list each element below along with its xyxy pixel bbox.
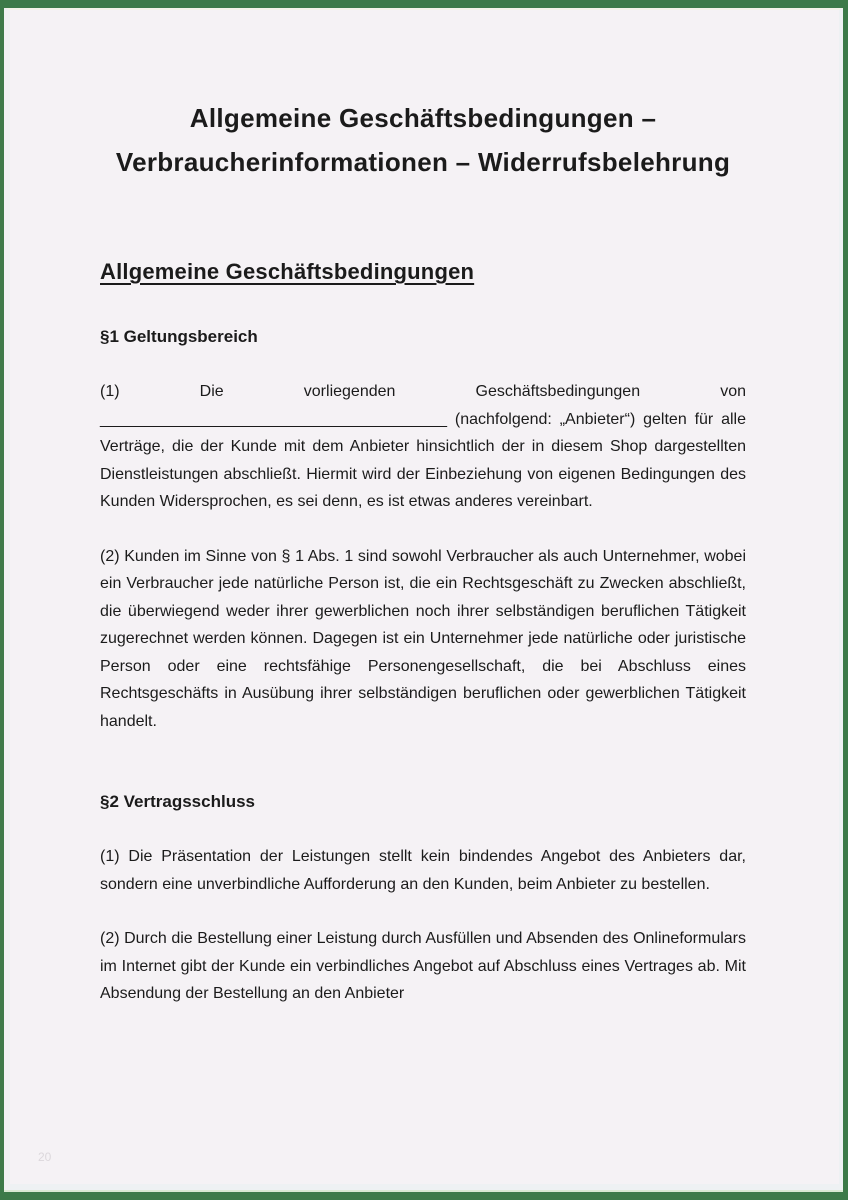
- fill-in-blank-line: _______________________________________: [100, 410, 448, 428]
- main-heading: Allgemeine Geschäftsbedingungen: [100, 259, 475, 284]
- paragraph-s2-1: (1) Die Präsentation der Leistungen stellt kein bindendes Angebot des Anbieters dar, sondern eine unverbindliche Aufforderung an den Kunden, beim Anbieter zu bestellen.: [100, 848, 746, 893]
- document-title: [100, 96, 746, 184]
- paragraph-s1-1-text-after-blank: (nachfolgend: „Anbieter“) gelten für alle Verträge, die der Kunde mit dem Anbieter hinsichtlich der in diesem Shop dargestellten Dienstleistungen abschließt. Hiermit wird der Einbeziehung von eigenen Bedingungen des Kunden Widersprochen, es sei denn, es ist etwas anderes vereinbart.: [100, 410, 746, 510]
- page-number-faint: 20: [38, 1150, 52, 1164]
- paragraph-s1-1-text-before-blank: (1) Die vorliegenden Geschäftsbedingungen von: [100, 383, 746, 400]
- paragraph-s2-2: (2) Durch die Bestellung einer Leistung durch Ausfüllen und Absenden des Onlineformulars im Internet gibt der Kunde ein verbindliches Angebot auf Abschluss eines Vertrages ab. Mit Absendung der Bestellung an den Anbieter: [100, 930, 746, 1002]
- document-title-line1: Allgemeine Geschäftsbedingungen –: [189, 103, 657, 133]
- section-heading-2: §2 Vertragsschluss: [100, 792, 255, 811]
- section-heading-1: §1 Geltungsbereich: [100, 327, 258, 346]
- paragraph-s1-2: (2) Kunden im Sinne von § 1 Abs. 1 sind sowohl Verbraucher als auch Unternehmer, wobei ein Verbraucher jede natürliche Person ist, die ein Rechtsgeschäft zu Zwecken abschließt, die überwiegend weder ihrer gewerblichen noch ihrer selbständigen beruflichen Tätigkeit zugerechnet werden können. Dagegen ist ein Unternehmer jede natürliche oder juristische Person oder eine rechtsfähige Personengesellschaft, die bei Abschluss eines Rechtsgeschäfts in Ausübung ihrer selbständigen beruflichen oder gewerblichen Tätigkeit handelt.: [100, 547, 746, 730]
- document-title-line2: Verbraucherinformationen – Widerrufsbelehrung: [115, 147, 731, 177]
- document-content: [4, 96, 843, 1008]
- paragraph-s1-1: [100, 378, 746, 516]
